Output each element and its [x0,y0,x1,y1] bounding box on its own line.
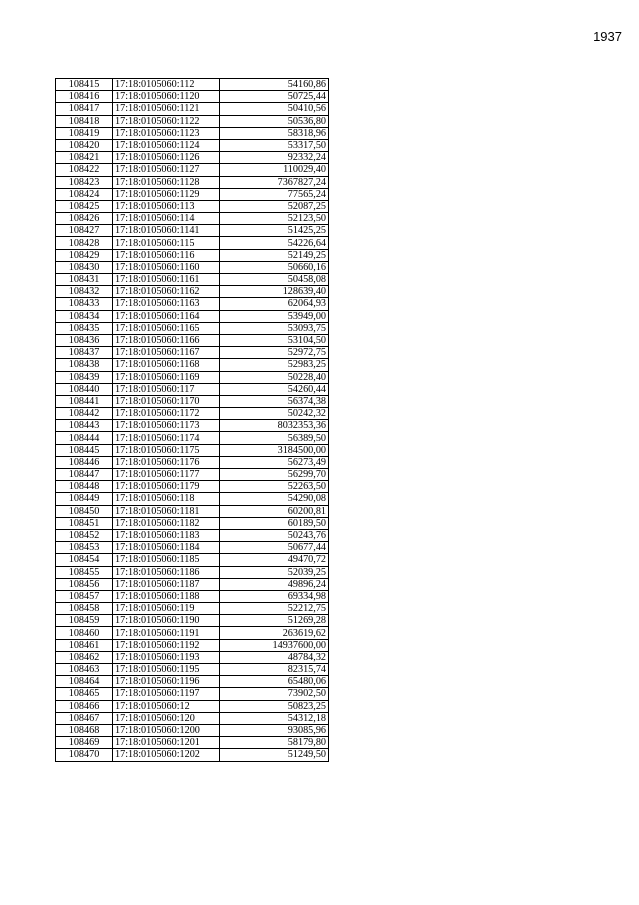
cadastral-number: 17:18:0105060:118 [113,493,220,505]
table-row [56,590,329,602]
table-row [56,383,329,395]
cadastral-value: 93085,96 [220,724,329,736]
cadastral-value: 14937600,00 [220,639,329,651]
cadastral-number: 17:18:0105060:1174 [113,432,220,444]
table-row [56,627,329,639]
row-number: 108465 [56,688,113,700]
cadastral-number: 17:18:0105060:1196 [113,676,220,688]
cadastral-number: 17:18:0105060:1164 [113,310,220,322]
row-number: 108437 [56,347,113,359]
row-number: 108451 [56,517,113,529]
row-number: 108421 [56,152,113,164]
cadastral-number: 17:18:0105060:1141 [113,225,220,237]
data-table [55,78,329,762]
cadastral-number: 17:18:0105060:1129 [113,188,220,200]
row-number: 108438 [56,359,113,371]
row-number: 108459 [56,615,113,627]
row-number: 108449 [56,493,113,505]
cadastral-value: 69334,98 [220,590,329,602]
table-row [56,603,329,615]
table-row [56,554,329,566]
cadastral-value: 60189,50 [220,517,329,529]
cadastral-number: 17:18:0105060:120 [113,712,220,724]
cadastral-number: 17:18:0105060:1201 [113,737,220,749]
table-row [56,334,329,346]
row-number: 108429 [56,249,113,261]
table-row [56,286,329,298]
cadastral-value: 50228,40 [220,371,329,383]
cadastral-number: 17:18:0105060:1123 [113,127,220,139]
row-number: 108458 [56,603,113,615]
cadastral-number: 17:18:0105060:1193 [113,651,220,663]
cadastral-number: 17:18:0105060:1200 [113,724,220,736]
row-number: 108469 [56,737,113,749]
cadastral-value: 50243,76 [220,529,329,541]
table-row [56,724,329,736]
cadastral-number: 17:18:0105060:1121 [113,103,220,115]
cadastral-number: 17:18:0105060:1188 [113,590,220,602]
table-body [56,79,329,762]
row-number: 108452 [56,529,113,541]
cadastral-value: 52212,75 [220,603,329,615]
table-row [56,79,329,91]
table-row [56,152,329,164]
cadastral-value: 54312,18 [220,712,329,724]
table-row [56,103,329,115]
table-row [56,444,329,456]
cadastral-number: 17:18:0105060:1181 [113,505,220,517]
cadastral-number: 17:18:0105060:1167 [113,347,220,359]
row-number: 108454 [56,554,113,566]
table-row [56,529,329,541]
row-number: 108434 [56,310,113,322]
cadastral-value: 58179,80 [220,737,329,749]
page-number: 1937 [593,29,622,44]
cadastral-value: 53949,00 [220,310,329,322]
cadastral-value: 77565,24 [220,188,329,200]
table-row [56,359,329,371]
table-row [56,139,329,151]
cadastral-value: 51269,28 [220,615,329,627]
cadastral-value: 82315,74 [220,664,329,676]
table-row [56,749,329,761]
row-number: 108420 [56,139,113,151]
cadastral-value: 60200,81 [220,505,329,517]
cadastral-value: 52972,75 [220,347,329,359]
cadastral-number: 17:18:0105060:1122 [113,115,220,127]
cadastral-value: 8032353,36 [220,420,329,432]
cadastral-number: 17:18:0105060:1187 [113,578,220,590]
row-number: 108425 [56,200,113,212]
cadastral-number: 17:18:0105060:1191 [113,627,220,639]
cadastral-value: 53317,50 [220,139,329,151]
cadastral-number: 17:18:0105060:1165 [113,322,220,334]
cadastral-value: 52983,25 [220,359,329,371]
table-row [56,200,329,212]
row-number: 108445 [56,444,113,456]
table-row [56,164,329,176]
cadastral-number: 17:18:0105060:1192 [113,639,220,651]
table-row [56,176,329,188]
table-row [56,237,329,249]
row-number: 108433 [56,298,113,310]
table-row [56,578,329,590]
cadastral-number: 17:18:0105060:1179 [113,481,220,493]
row-number: 108443 [56,420,113,432]
cadastral-number: 17:18:0105060:1160 [113,261,220,273]
cadastral-value: 52087,25 [220,200,329,212]
cadastral-number: 17:18:0105060:114 [113,213,220,225]
cadastral-value: 56273,49 [220,456,329,468]
cadastral-number: 17:18:0105060:1162 [113,286,220,298]
cadastral-value: 54160,86 [220,79,329,91]
row-number: 108462 [56,651,113,663]
cadastral-number: 17:18:0105060:1127 [113,164,220,176]
cadastral-value: 62064,93 [220,298,329,310]
table-row [56,676,329,688]
table-row [56,127,329,139]
cadastral-value: 50677,44 [220,542,329,554]
cadastral-number: 17:18:0105060:1197 [113,688,220,700]
cadastral-value: 50458,08 [220,274,329,286]
cadastral-number: 17:18:0105060:1169 [113,371,220,383]
row-number: 108415 [56,79,113,91]
cadastral-value: 56299,70 [220,469,329,481]
cadastral-number: 17:18:0105060:1120 [113,91,220,103]
table-row [56,310,329,322]
cadastral-number: 17:18:0105060:1182 [113,517,220,529]
cadastral-number: 17:18:0105060:115 [113,237,220,249]
row-number: 108455 [56,566,113,578]
cadastral-value: 50823,25 [220,700,329,712]
row-number: 108430 [56,261,113,273]
row-number: 108423 [56,176,113,188]
cadastral-value: 50725,44 [220,91,329,103]
row-number: 108463 [56,664,113,676]
table-row [56,481,329,493]
row-number: 108417 [56,103,113,115]
row-number: 108470 [56,749,113,761]
cadastral-number: 17:18:0105060:116 [113,249,220,261]
table-row [56,213,329,225]
table-row [56,91,329,103]
table-row [56,456,329,468]
row-number: 108450 [56,505,113,517]
row-number: 108424 [56,188,113,200]
table-row [56,298,329,310]
cadastral-number: 17:18:0105060:1166 [113,334,220,346]
cadastral-value: 53093,75 [220,322,329,334]
row-number: 108416 [56,91,113,103]
cadastral-value: 50410,56 [220,103,329,115]
cadastral-value: 54260,44 [220,383,329,395]
table-row [56,615,329,627]
cadastral-number: 17:18:0105060:1126 [113,152,220,164]
row-number: 108468 [56,724,113,736]
cadastral-number: 17:18:0105060:1170 [113,395,220,407]
cadastral-value: 49470,72 [220,554,329,566]
row-number: 108456 [56,578,113,590]
row-number: 108448 [56,481,113,493]
cadastral-value: 52263,50 [220,481,329,493]
cadastral-value: 56389,50 [220,432,329,444]
table-row [56,712,329,724]
cadastral-number: 17:18:0105060:1183 [113,529,220,541]
cadastral-value: 110029,40 [220,164,329,176]
row-number: 108464 [56,676,113,688]
cadastral-value: 92332,24 [220,152,329,164]
cadastral-value: 3184500,00 [220,444,329,456]
table-row [56,115,329,127]
row-number: 108442 [56,408,113,420]
row-number: 108432 [56,286,113,298]
cadastral-number: 17:18:0105060:1195 [113,664,220,676]
table-row [56,493,329,505]
cadastral-number: 17:18:0105060:1176 [113,456,220,468]
row-number: 108428 [56,237,113,249]
table-row [56,688,329,700]
row-number: 108439 [56,371,113,383]
cadastral-value: 54226,64 [220,237,329,249]
cadastral-value: 7367827,24 [220,176,329,188]
row-number: 108446 [56,456,113,468]
cadastral-number: 17:18:0105060:1124 [113,139,220,151]
table-row [56,566,329,578]
cadastral-value: 49896,24 [220,578,329,590]
table-row [56,408,329,420]
row-number: 108457 [56,590,113,602]
row-number: 108460 [56,627,113,639]
row-number: 108422 [56,164,113,176]
table-row [56,517,329,529]
row-number: 108461 [56,639,113,651]
cadastral-value: 52149,25 [220,249,329,261]
table-row [56,371,329,383]
cadastral-value: 263619,62 [220,627,329,639]
table-row [56,639,329,651]
cadastral-number: 17:18:0105060:1186 [113,566,220,578]
cadastral-number: 17:18:0105060:1173 [113,420,220,432]
cadastral-number: 17:18:0105060:1202 [113,749,220,761]
cadastral-value: 50536,80 [220,115,329,127]
cadastral-value: 52123,50 [220,213,329,225]
table-row [56,322,329,334]
table-row [56,651,329,663]
cadastral-value: 50660,16 [220,261,329,273]
cadastral-number: 17:18:0105060:12 [113,700,220,712]
cadastral-number: 17:18:0105060:119 [113,603,220,615]
cadastral-number: 17:18:0105060:1161 [113,274,220,286]
table-row [56,249,329,261]
table-row [56,542,329,554]
row-number: 108435 [56,322,113,334]
cadastral-number: 17:18:0105060:1163 [113,298,220,310]
cadastral-value: 53104,50 [220,334,329,346]
table-row [56,469,329,481]
table-row [56,274,329,286]
cadastral-number: 17:18:0105060:117 [113,383,220,395]
cadastral-number: 17:18:0105060:1185 [113,554,220,566]
cadastral-value: 48784,32 [220,651,329,663]
row-number: 108426 [56,213,113,225]
row-number: 108467 [56,712,113,724]
table-row [56,737,329,749]
cadastral-number: 17:18:0105060:1177 [113,469,220,481]
row-number: 108418 [56,115,113,127]
row-number: 108436 [56,334,113,346]
table-row [56,395,329,407]
table-row [56,505,329,517]
row-number: 108453 [56,542,113,554]
cadastral-number: 17:18:0105060:1175 [113,444,220,456]
table-row [56,261,329,273]
row-number: 108427 [56,225,113,237]
table-row [56,700,329,712]
row-number: 108431 [56,274,113,286]
row-number: 108419 [56,127,113,139]
table-row [56,188,329,200]
cadastral-value: 54290,08 [220,493,329,505]
cadastral-value: 65480,06 [220,676,329,688]
table-row [56,347,329,359]
cadastral-number: 17:18:0105060:1190 [113,615,220,627]
cadastral-value: 52039,25 [220,566,329,578]
cadastral-number: 17:18:0105060:1172 [113,408,220,420]
row-number: 108440 [56,383,113,395]
cadastral-value: 73902,50 [220,688,329,700]
cadastral-value: 128639,40 [220,286,329,298]
cadastral-number: 17:18:0105060:1128 [113,176,220,188]
row-number: 108444 [56,432,113,444]
table-row [56,664,329,676]
row-number: 108441 [56,395,113,407]
row-number: 108466 [56,700,113,712]
cadastral-value: 58318,96 [220,127,329,139]
table-row [56,420,329,432]
row-number: 108447 [56,469,113,481]
cadastral-value: 51425,25 [220,225,329,237]
cadastral-number: 17:18:0105060:112 [113,79,220,91]
table-row [56,225,329,237]
cadastral-value: 56374,38 [220,395,329,407]
cadastral-value: 50242,32 [220,408,329,420]
cadastral-number: 17:18:0105060:1168 [113,359,220,371]
cadastral-number: 17:18:0105060:1184 [113,542,220,554]
cadastral-number: 17:18:0105060:113 [113,200,220,212]
cadastral-value: 51249,50 [220,749,329,761]
table-row [56,432,329,444]
